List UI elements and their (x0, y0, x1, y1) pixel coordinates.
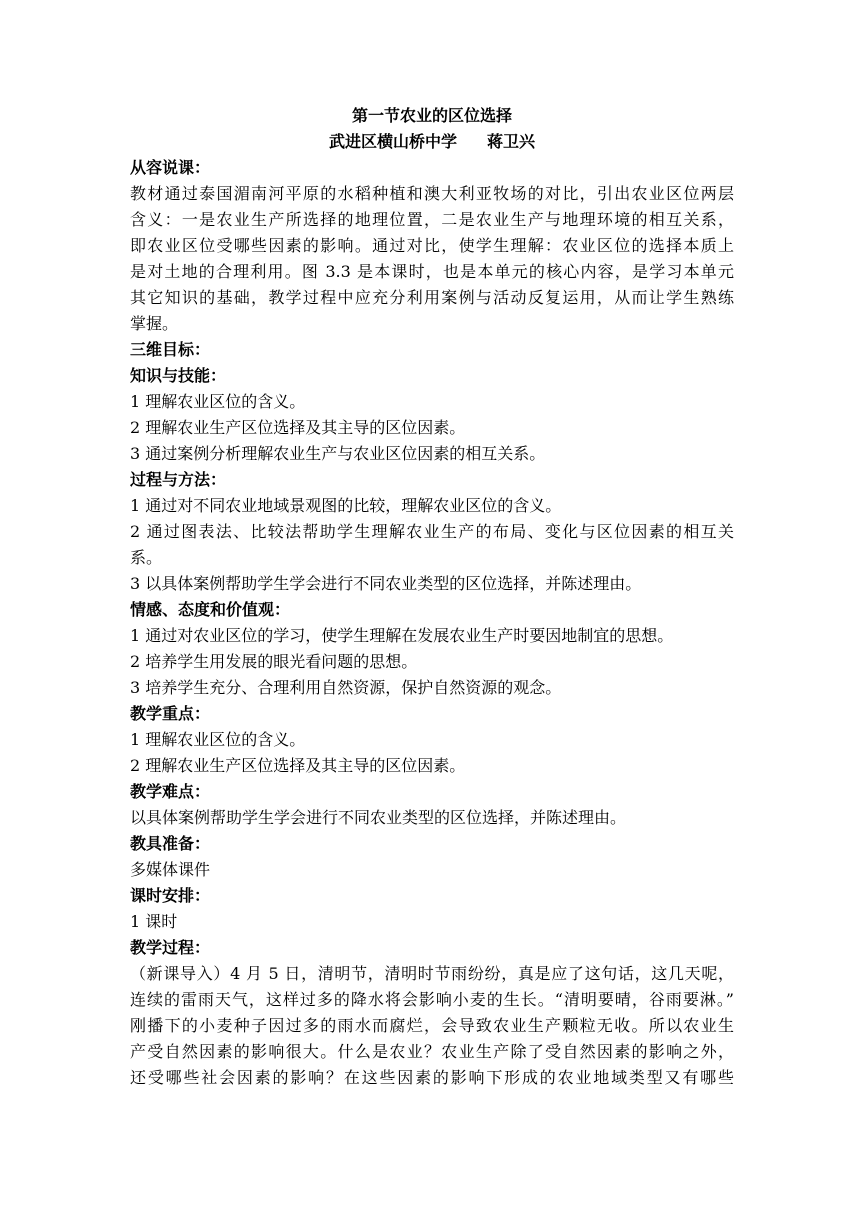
section-heading-difficulties: 教学难点： (130, 782, 211, 801)
paragraph-line: 还受哪些社会因素的影响？在这些因素的影响下形成的农业地域类型又有哪些 (130, 1068, 734, 1087)
list-item: 1 通过对农业区位的学习，使学生理解在发展农业生产时要因地制宜的思想。 (130, 626, 674, 645)
list-item: 2 培养学生用发展的眼光看问题的思想。 (130, 652, 418, 671)
paragraph-line: 其它知识的基础，教学过程中应充分利用案例与活动反复运用，从而让学生熟练 (130, 288, 734, 307)
paragraph-line: 含义：一是农业生产所选择的地理位置，二是农业生产与地理环境的相互关系， (130, 210, 734, 229)
list-item-wrapped (130, 519, 734, 571)
section-heading-goals: 三维目标： (130, 340, 211, 359)
paragraph-line: 连续的雷雨天气，这样过多的降水将会影响小麦的生长。“清明要晴，谷雨要淋。” (130, 990, 734, 1009)
list-item: 2 理解农业生产区位选择及其主导的区位因素。 (130, 756, 466, 775)
paragraph-line: 刚播下的小麦种子因过多的雨水而腐烂，会导致农业生产颗粒无收。所以农业生 (130, 1016, 734, 1035)
list-item: 1 理解农业区位的含义。 (130, 730, 306, 749)
list-item: 3 通过案例分析理解农业生产与农业区位因素的相互关系。 (130, 444, 546, 463)
section-heading-key-points: 教学重点： (130, 704, 211, 723)
paragraph-line: （新课导入）4 月 5 日，清明节，清明时节雨纷纷，真是应了这句话，这几天呢， (130, 964, 734, 983)
list-item: 2 理解农业生产区位选择及其主导的区位因素。 (130, 418, 466, 437)
list-item: 多媒体课件 (130, 860, 211, 879)
list-item: 3 以具体案例帮助学生学会进行不同农业类型的区位选择，并陈述理由。 (130, 574, 642, 593)
subheading-process: 过程与方法： (130, 470, 227, 489)
paragraph-line: 掌握。 (130, 314, 179, 333)
paragraph-line: 是对土地的合理利用。图 3.3 是本课时，也是本单元的核心内容，是学习本单元 (130, 262, 734, 281)
list-item: 3 培养学生充分、合理利用自然资源，保护自然资源的观念。 (130, 678, 562, 697)
author-school: 武进区横山桥中学 (328, 132, 457, 151)
author-name: 蒋卫兴 (487, 132, 536, 151)
section-heading-tools: 教具准备： (130, 834, 211, 853)
paragraph-line: 系。 (130, 548, 163, 567)
subheading-attitude: 情感、态度和价值观： (130, 600, 291, 619)
list-item: 1 理解农业区位的含义。 (130, 392, 306, 411)
author-line (130, 129, 734, 155)
paragraph-line: 产受自然因素的影响很大。什么是农业？农业生产除了受自然因素的影响之外， (130, 1042, 734, 1061)
section-heading-process: 教学过程： (130, 938, 211, 957)
process-paragraph (130, 961, 734, 1091)
intro-paragraph (130, 181, 734, 337)
section-heading-schedule: 课时安排： (130, 886, 211, 905)
subheading-knowledge: 知识与技能： (130, 366, 227, 385)
list-item: 1 通过对不同农业地域景观图的比较，理解农业区位的含义。 (130, 496, 562, 515)
document-page (130, 103, 734, 1091)
paragraph-line: 即农业区位受哪些因素的影响。通过对比，使学生理解：农业区位的选择本质上 (130, 236, 734, 255)
paragraph-line: 2 通过图表法、比较法帮助学生理解农业生产的布局、变化与区位因素的相互关 (130, 522, 734, 541)
section-heading-intro: 从容说课： (130, 158, 211, 177)
list-item: 以具体案例帮助学生学会进行不同农业类型的区位选择，并陈述理由。 (130, 808, 627, 827)
document-title: 第一节农业的区位选择 (351, 106, 512, 125)
list-item: 1 课时 (130, 912, 178, 931)
paragraph-line: 教材通过泰国湄南河平原的水稻种植和澳大利亚牧场的对比，引出农业区位两层 (130, 184, 734, 203)
